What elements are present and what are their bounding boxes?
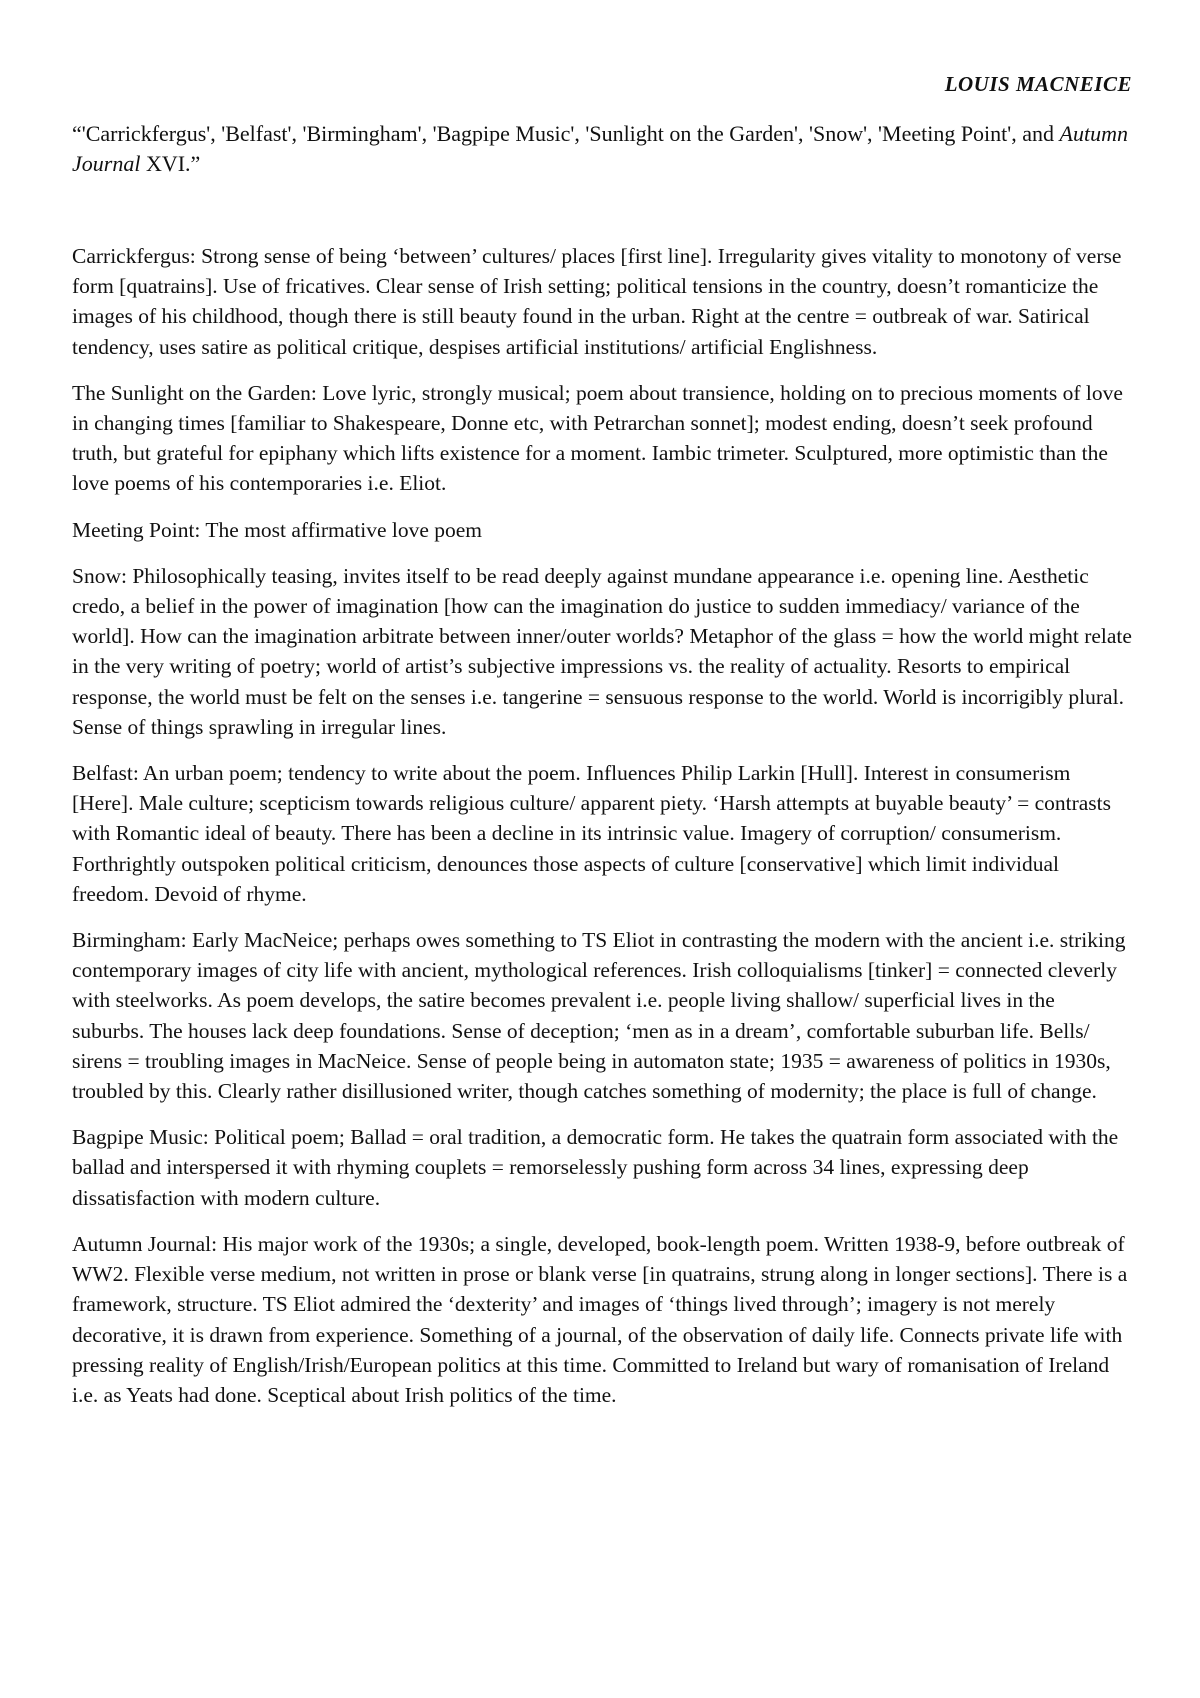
poem-list-subtitle: [72, 119, 1132, 179]
note-sunlight-on-the-garden: The Sunlight on the Garden: Love lyric, strongly musical; poem about transience, holding on to precious moments of love in changing times [familiar to Shakespeare, Donne etc, with Petrarchan sonnet]; modest ending, doesn’t seek profound truth, but grateful for epiphany which lifts existence for a moment. Iambic trimeter. Sculptured, more optimistic than the love poems of his contemporaries i.e. Eliot.: [72, 380, 1123, 496]
note-snow: Snow: Philosophically teasing, invites itself to be read deeply against mundane appearance i.e. opening line. Aesthetic credo, a belief in the power of imagination [how can the imagination do justice to sudden immediacy/ variance of the world]. How can the imagination arbitrate between inner/outer worlds? Metaphor of the glass = how the world might relate in the very writing of poetry; world of artist’s subjective impressions vs. the reality of actuality. Resorts to empirical response, the world must be felt on the senses i.e. tangerine = sensuous response to the world. World is incorrigibly plural. Sense of things sprawling in irregular lines.: [72, 563, 1132, 739]
subtitle-suffix: XVI.”: [140, 151, 201, 176]
subtitle-prefix: “'Carrickfergus', 'Belfast', 'Birmingham', 'Bagpipe Music', 'Sunlight on the Garden', 'Snow', 'Meeting Point', and: [72, 121, 1060, 146]
note-carrickfergus: Carrickfergus: Strong sense of being ‘between’ cultures/ places [first line]. Irregularity gives vitality to monotony of verse form [quatrains]. Use of fricatives. Clear sense of Irish setting; political tensions in the country, doesn’t romanticize the images of his childhood, though there is still beauty found in the urban. Right at the centre = outbreak of war. Satirical tendency, uses satire as political critique, despises artificial institutions/ artificial Englishness.: [72, 244, 1122, 359]
subtitle-italic-title: Autumn Journal: [72, 121, 1128, 176]
note-autumn-journal: Autumn Journal: His major work of the 1930s; a single, developed, book-length poem. Written 1938-9, before outbreak of WW2. Flexible verse medium, not written in prose or blank verse [in quatrains, strung along in longer sections]. There is a framework, structure. TS Eliot admired the ‘dexterity’ and images of ‘things lived through’; imagery is not merely decorative, it is drawn from experience. Something of a journal, of the observation of daily life. Connects private life with pressing reality of English/Irish/European politics at this time. Committed to Ireland but wary of romanisation of Ireland i.e. as Yeats had done. Sceptical about Irish politics of the time.: [72, 1231, 1128, 1407]
poem-notes: [72, 241, 1132, 1426]
note-meeting-point: Meeting Point: The most affirmative love poem: [72, 517, 483, 542]
note-bagpipe-music: Bagpipe Music: Political poem; Ballad = oral tradition, a democratic form. He takes the quatrain form associated with the ballad and interspersed it with rhyming couplets = remorselessly pushing form across 34 lines, expressing deep dissatisfaction with modern culture.: [72, 1125, 1119, 1210]
note-belfast: Belfast: An urban poem; tendency to write about the poem. Influences Philip Larkin [Hull]. Interest in consumerism [Here]. Male culture; scepticism towards religious culture/ apparent piety. ‘Harsh attempts at buyable beauty’ = contrasts with Romantic ideal of beauty. There has been a decline in its intrinsic value. Imagery of corruption/ consumerism. Forthrightly outspoken political criticism, denounces those aspects of culture [conservative] which limit individual freedom. Devoid of rhyme.: [72, 761, 1111, 906]
author-heading: LOUIS MACNEICE: [944, 72, 1132, 96]
note-birmingham: Birmingham: Early MacNeice; perhaps owes something to TS Eliot in contrasting the modern with the ancient i.e. striking contemporary images of city life with ancient, mythological references. Irish colloquialisms [tinker] = connected cleverly with steelworks. As poem develops, the satire becomes prevalent i.e. people living shallow/ superficial lives in the suburbs. The houses lack deep foundations. Sense of deception; ‘men as in a dream’, comfortable suburban life. Bells/ sirens = troubling images in MacNeice. Sense of people being in automaton state; 1935 = awareness of politics in 1930s, troubled by this. Clearly rather disillusioned writer, though catches something of modernity; the place is full of change.: [72, 928, 1126, 1104]
